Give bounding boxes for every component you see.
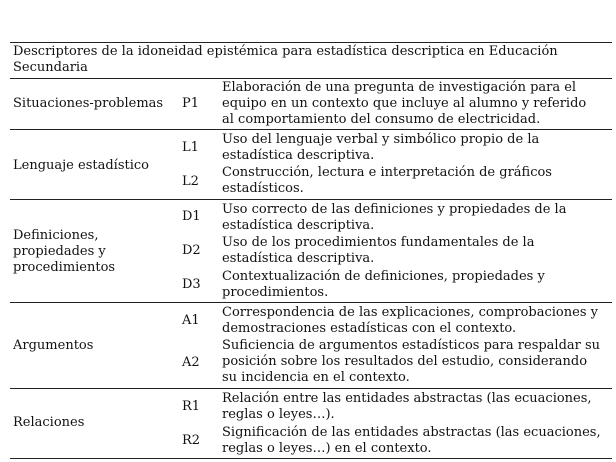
- category-lenguaje-estadistico: Lenguaje estadístico: [13, 158, 149, 173]
- category-definiciones: Definiciones,: [13, 228, 99, 243]
- descriptor-text: Uso de los procedimientos fundamentales de la: [222, 235, 535, 250]
- descriptor-text: estadísticos.: [222, 181, 304, 196]
- descriptor-code: R2: [182, 433, 201, 448]
- descriptor-text: Relación entre las entidades abstractas (las ecuaciones,: [222, 391, 592, 406]
- category-situaciones-problemas: Situaciones-problemas: [13, 96, 164, 111]
- descriptor-text: estadística descriptiva.: [222, 148, 375, 163]
- row-divider: [10, 199, 612, 200]
- table-caption-line-2: Secundaria: [13, 60, 88, 75]
- table-caption-line-1: Descriptores de la idoneidad epistémica para estadística descriptica en Educación: [13, 44, 558, 59]
- descriptor-text: posición sobre los resultados del estudio, considerando: [222, 354, 588, 369]
- category-relaciones: Relaciones: [13, 415, 85, 430]
- descriptor-code: L1: [182, 140, 199, 155]
- table-bottom-rule: [10, 458, 612, 459]
- descriptor-text: su incidencia en el contexto.: [222, 370, 410, 385]
- category-argumentos: Argumentos: [13, 338, 94, 353]
- category-definiciones: propiedades y: [13, 244, 106, 259]
- descriptor-text: al comportamiento del consumo de electricidad.: [222, 112, 541, 127]
- descriptor-text: estadística descriptiva.: [222, 251, 375, 266]
- descriptor-text: Contextualización de definiciones, propiedades y: [222, 269, 545, 284]
- category-definiciones: procedimientos: [13, 260, 116, 275]
- descriptor-code: A2: [182, 355, 200, 370]
- descriptor-code: P1: [182, 96, 200, 111]
- descriptor-code: D3: [182, 277, 201, 292]
- descriptor-text: reglas o leyes…).: [222, 407, 335, 422]
- descriptor-code: D1: [182, 209, 201, 224]
- descriptor-text: Uso correcto de las definiciones y propiedades de la: [222, 202, 567, 217]
- table-top-rule: [10, 42, 612, 43]
- descriptor-text: Construcción, lectura e interpretación de gráficos: [222, 165, 552, 180]
- descriptor-text: Elaboración de una pregunta de investigación para el: [222, 80, 577, 95]
- descriptor-code: R1: [182, 399, 201, 414]
- descriptor-code: L2: [182, 174, 199, 189]
- descriptor-text: estadística descriptiva.: [222, 218, 375, 233]
- descriptor-code: D2: [182, 243, 201, 258]
- descriptor-text: procedimientos.: [222, 285, 329, 300]
- descriptor-code: A1: [182, 313, 200, 328]
- descriptor-text: Suficiencia de argumentos estadísticos para respaldar su: [222, 338, 601, 353]
- descriptor-text: equipo en un contexto que incluye al alumno y referido: [222, 96, 587, 111]
- row-divider: [10, 302, 612, 303]
- descriptor-text: Significación de las entidades abstractas (las ecuaciones,: [222, 425, 601, 440]
- row-divider: [10, 388, 612, 389]
- descriptor-text: Correspondencia de las explicaciones, comprobaciones y: [222, 305, 598, 320]
- descriptor-text: reglas o leyes…) en el contexto.: [222, 441, 432, 456]
- descriptor-text: demostraciones estadísticas con el contexto.: [222, 321, 517, 336]
- caption-rule: [10, 78, 612, 79]
- descriptor-text: Uso del lenguaje verbal y simbólico propio de la: [222, 132, 540, 147]
- row-divider: [10, 129, 612, 130]
